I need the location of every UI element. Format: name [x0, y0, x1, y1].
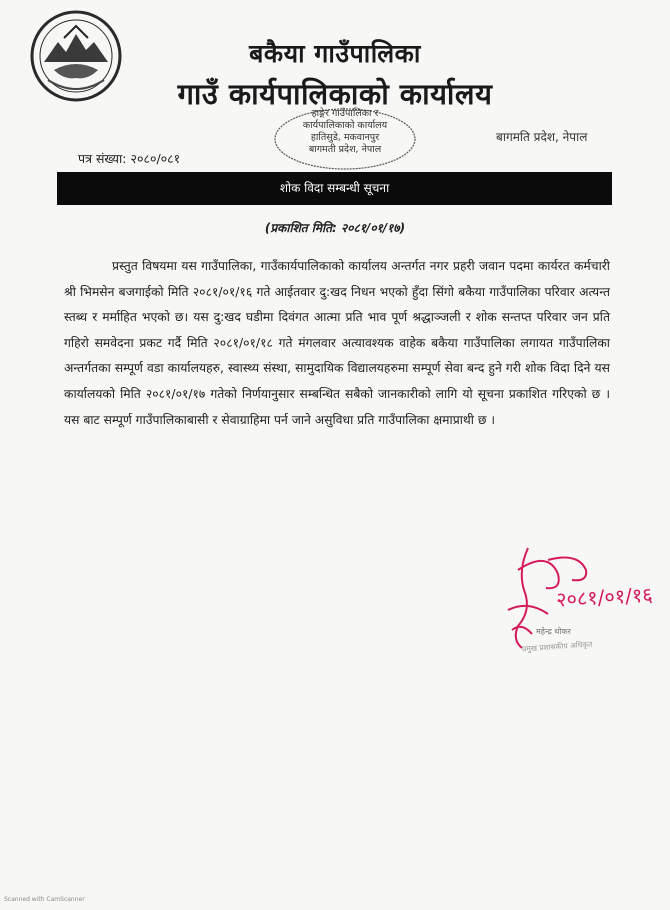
handwritten-date: २०८१/०१/१६ — [555, 582, 654, 612]
signer-name: महेन्द्र थोकर — [536, 627, 571, 636]
reference-value: २०८०/०८१ — [130, 151, 181, 166]
office-name: गाउँ कार्यपालिकाको कार्यालय — [177, 77, 493, 111]
province-label: बागमति प्रदेश, नेपाल — [496, 130, 588, 144]
signer-title: प्रमुख प्रशासकीय अधिकृत — [521, 639, 593, 654]
stamp-line: बागमती प्रदेश, नेपाल — [308, 144, 382, 155]
notice-title: शोक विदा सम्बन्धी सूचना — [279, 181, 390, 195]
stamp-line: कार्यपालिकाको कार्यालय — [302, 120, 388, 131]
published-date: (प्रकाशित मिति: २०८१/०१/१७) — [264, 221, 406, 235]
office-stamp — [270, 106, 420, 172]
stamp-line: हाङ्गेर गाउँपालिका र — [311, 108, 379, 119]
org-name: बकैया गाउँपालिका — [249, 39, 421, 68]
scanner-watermark: Scanned with CamScanner — [4, 896, 85, 903]
notice-body: प्रस्तुत विषयमा यस गाउँपालिका, गाउँकार्यपालिकाको कार्यालय अन्तर्गत नगर प्रहरी जवान पदमा कार्यरत कर्मचारी श्री भिमसेन बजगाईको मिति २०८१/०१/१६ गते आईतवार दु:खद निधन भएको हुँदा सिंगो बकैया गाउँपालिका परिवार अत्यन्त स्तब्ध र मर्माहित भएको छ। यस दु:खद घडीमा दिवंगत आत्मा प्रति भाव पूर्ण श्रद्धाञ्जली र शोक सन्तप्त परिवार जन प्रति गहिरो समवेदना प्रकट गर्दै मिति २०८१/०१/१८ गते मंगलवार अत्यावश्यक वाहेक बकैया गाउँपालिका लगायत गाउँपालिका अन्तर्गतका सम्पूर्ण वडा कार्यालयहरु, स्वास्थ्य संस्था, सामुदायिक विद्यालयहरुमा सम्पूर्ण सेवा बन्द हुने गरी शोक विदा दिने यस कार्यालयको मिति २०८१/०१/१७ गतेको निर्णयानुसार सम्बन्धित सबैको जानकारीको लागि यो सूचना प्रकाशित गरिएको छ । यस बाट सम्पूर्ण गाउँपालिकाबासी र सेवाग्राहिमा पर्न जाने असुविधा प्रति गाउँपालिका क्षमाप्राथी छ । — [64, 259, 610, 427]
notice-title-banner — [57, 172, 612, 205]
reference-label: पत्र संख्या: — [78, 151, 127, 166]
reference-number — [74, 150, 180, 167]
stamp-line: हातिसुडे, मकवानपुर — [310, 132, 380, 143]
